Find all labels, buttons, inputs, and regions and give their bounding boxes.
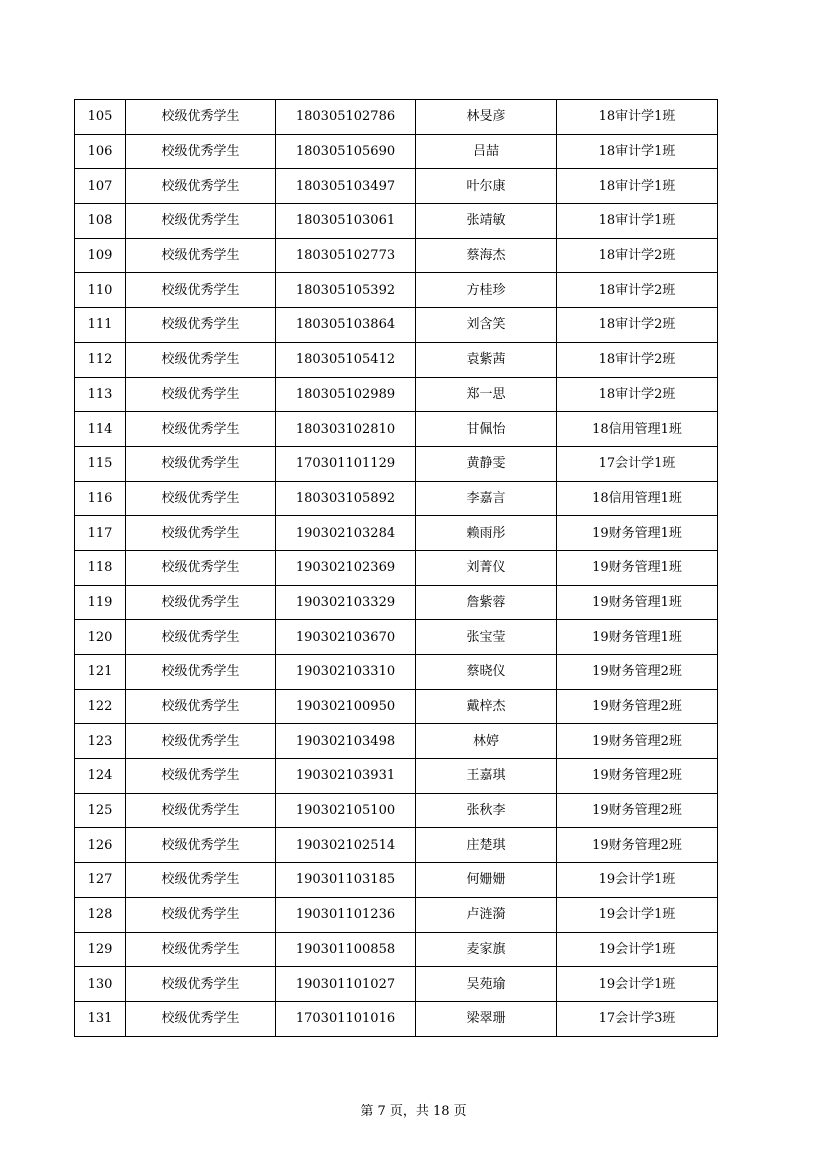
row-number-cell: 118	[75, 550, 126, 585]
table-row	[75, 550, 718, 585]
class-name-cell: 19会计学1班	[557, 897, 718, 932]
award-name-cell: 校级优秀学生	[126, 689, 276, 724]
class-name-cell: 19会计学1班	[557, 863, 718, 898]
class-name-cell: 19财务管理1班	[557, 550, 718, 585]
award-name-cell: 校级优秀学生	[126, 759, 276, 794]
student-name-cell: 刘菁仪	[416, 550, 557, 585]
award-name-cell: 校级优秀学生	[126, 863, 276, 898]
page-footer: 第 7 页，共 18 页	[360, 1104, 467, 1119]
class-name-cell: 19财务管理2班	[557, 759, 718, 794]
student-name-cell: 卢涟漪	[416, 897, 557, 932]
class-name-cell: 18信用管理1班	[557, 412, 718, 447]
row-number-cell: 120	[75, 620, 126, 655]
row-number-cell: 129	[75, 932, 126, 967]
student-id-cell: 180305102773	[276, 238, 416, 273]
class-name-cell: 19财务管理2班	[557, 689, 718, 724]
award-name-cell: 校级优秀学生	[126, 516, 276, 551]
row-number-cell: 106	[75, 134, 126, 169]
student-name-cell: 刘含笑	[416, 308, 557, 343]
student-name-cell: 梁翠珊	[416, 1001, 557, 1036]
table-row	[75, 481, 718, 516]
student-id-cell: 180305105412	[276, 342, 416, 377]
award-name-cell: 校级优秀学生	[126, 134, 276, 169]
row-number-cell: 131	[75, 1001, 126, 1036]
student-id-cell: 190302102369	[276, 550, 416, 585]
class-name-cell: 18审计学1班	[557, 134, 718, 169]
award-name-cell: 校级优秀学生	[126, 308, 276, 343]
award-name-cell: 校级优秀学生	[126, 655, 276, 690]
award-name-cell: 校级优秀学生	[126, 169, 276, 204]
student-id-cell: 190302102514	[276, 828, 416, 863]
student-name-cell: 郑一思	[416, 377, 557, 412]
student-id-cell: 190302103670	[276, 620, 416, 655]
table-row	[75, 828, 718, 863]
row-number-cell: 112	[75, 342, 126, 377]
table-row	[75, 967, 718, 1002]
class-name-cell: 17会计学1班	[557, 446, 718, 481]
award-name-cell: 校级优秀学生	[126, 550, 276, 585]
table-row	[75, 1001, 718, 1036]
award-name-cell: 校级优秀学生	[126, 238, 276, 273]
student-name-cell: 赖雨彤	[416, 516, 557, 551]
table-row	[75, 516, 718, 551]
row-number-cell: 115	[75, 446, 126, 481]
student-name-cell: 吴苑瑜	[416, 967, 557, 1002]
table-row	[75, 793, 718, 828]
row-number-cell: 121	[75, 655, 126, 690]
student-name-cell: 李嘉言	[416, 481, 557, 516]
table-row	[75, 655, 718, 690]
class-name-cell: 19财务管理1班	[557, 620, 718, 655]
student-id-cell: 180305102786	[276, 100, 416, 135]
table-row	[75, 863, 718, 898]
student-name-cell: 甘佩怡	[416, 412, 557, 447]
student-name-cell: 张秋李	[416, 793, 557, 828]
row-number-cell: 119	[75, 585, 126, 620]
table-row	[75, 169, 718, 204]
row-number-cell: 130	[75, 967, 126, 1002]
table-row	[75, 308, 718, 343]
award-name-cell: 校级优秀学生	[126, 897, 276, 932]
row-number-cell: 114	[75, 412, 126, 447]
row-number-cell: 128	[75, 897, 126, 932]
award-table-body	[75, 100, 718, 1037]
table-row	[75, 897, 718, 932]
student-name-cell: 方桂珍	[416, 273, 557, 308]
table-row	[75, 238, 718, 273]
student-name-cell: 吕喆	[416, 134, 557, 169]
award-table	[74, 99, 718, 1037]
student-id-cell: 180303105892	[276, 481, 416, 516]
student-id-cell: 190301101027	[276, 967, 416, 1002]
student-id-cell: 190302103310	[276, 655, 416, 690]
award-name-cell: 校级优秀学生	[126, 100, 276, 135]
class-name-cell: 18审计学1班	[557, 100, 718, 135]
award-name-cell: 校级优秀学生	[126, 585, 276, 620]
award-name-cell: 校级优秀学生	[126, 828, 276, 863]
student-id-cell: 190301100858	[276, 932, 416, 967]
award-name-cell: 校级优秀学生	[126, 377, 276, 412]
student-id-cell: 170301101129	[276, 446, 416, 481]
class-name-cell: 19财务管理1班	[557, 516, 718, 551]
award-name-cell: 校级优秀学生	[126, 620, 276, 655]
class-name-cell: 19财务管理2班	[557, 724, 718, 759]
class-name-cell: 19会计学1班	[557, 967, 718, 1002]
student-name-cell: 詹紫蓉	[416, 585, 557, 620]
table-row	[75, 134, 718, 169]
award-name-cell: 校级优秀学生	[126, 967, 276, 1002]
class-name-cell: 18审计学2班	[557, 273, 718, 308]
student-id-cell: 180305102989	[276, 377, 416, 412]
row-number-cell: 122	[75, 689, 126, 724]
table-row	[75, 932, 718, 967]
row-number-cell: 116	[75, 481, 126, 516]
class-name-cell: 17会计学3班	[557, 1001, 718, 1036]
row-number-cell: 110	[75, 273, 126, 308]
student-name-cell: 袁紫茜	[416, 342, 557, 377]
student-name-cell: 何姗姗	[416, 863, 557, 898]
student-name-cell: 林婷	[416, 724, 557, 759]
row-number-cell: 127	[75, 863, 126, 898]
award-name-cell: 校级优秀学生	[126, 342, 276, 377]
student-id-cell: 180305105392	[276, 273, 416, 308]
class-name-cell: 19财务管理2班	[557, 793, 718, 828]
student-name-cell: 林旻彦	[416, 100, 557, 135]
table-row	[75, 204, 718, 239]
table-row	[75, 377, 718, 412]
row-number-cell: 108	[75, 204, 126, 239]
award-name-cell: 校级优秀学生	[126, 793, 276, 828]
award-name-cell: 校级优秀学生	[126, 932, 276, 967]
table-row	[75, 585, 718, 620]
student-name-cell: 黄静雯	[416, 446, 557, 481]
student-id-cell: 190302103329	[276, 585, 416, 620]
row-number-cell: 117	[75, 516, 126, 551]
class-name-cell: 19会计学1班	[557, 932, 718, 967]
student-id-cell: 190302100950	[276, 689, 416, 724]
student-name-cell: 蔡晓仪	[416, 655, 557, 690]
row-number-cell: 111	[75, 308, 126, 343]
row-number-cell: 113	[75, 377, 126, 412]
row-number-cell: 124	[75, 759, 126, 794]
student-name-cell: 庄楚琪	[416, 828, 557, 863]
student-name-cell: 叶尔康	[416, 169, 557, 204]
row-number-cell: 123	[75, 724, 126, 759]
student-id-cell: 190302105100	[276, 793, 416, 828]
table-row	[75, 342, 718, 377]
table-row	[75, 724, 718, 759]
class-name-cell: 19财务管理2班	[557, 655, 718, 690]
student-id-cell: 190302103284	[276, 516, 416, 551]
class-name-cell: 19财务管理2班	[557, 828, 718, 863]
class-name-cell: 18审计学1班	[557, 169, 718, 204]
table-row	[75, 100, 718, 135]
student-name-cell: 麦家旗	[416, 932, 557, 967]
table-row	[75, 620, 718, 655]
student-id-cell: 190301103185	[276, 863, 416, 898]
student-id-cell: 180305103061	[276, 204, 416, 239]
class-name-cell: 18审计学2班	[557, 377, 718, 412]
student-name-cell: 王嘉琪	[416, 759, 557, 794]
award-name-cell: 校级优秀学生	[126, 481, 276, 516]
row-number-cell: 105	[75, 100, 126, 135]
row-number-cell: 126	[75, 828, 126, 863]
award-name-cell: 校级优秀学生	[126, 724, 276, 759]
row-number-cell: 109	[75, 238, 126, 273]
student-name-cell: 张靖敏	[416, 204, 557, 239]
table-row	[75, 689, 718, 724]
student-name-cell: 戴梓杰	[416, 689, 557, 724]
award-name-cell: 校级优秀学生	[126, 273, 276, 308]
student-id-cell: 180303102810	[276, 412, 416, 447]
table-row	[75, 759, 718, 794]
class-name-cell: 19财务管理1班	[557, 585, 718, 620]
student-id-cell: 180305103497	[276, 169, 416, 204]
class-name-cell: 18审计学2班	[557, 342, 718, 377]
award-name-cell: 校级优秀学生	[126, 446, 276, 481]
table-row	[75, 273, 718, 308]
student-id-cell: 190302103931	[276, 759, 416, 794]
student-id-cell: 180305105690	[276, 134, 416, 169]
student-name-cell: 张宝莹	[416, 620, 557, 655]
award-name-cell: 校级优秀学生	[126, 204, 276, 239]
student-id-cell: 190301101236	[276, 897, 416, 932]
student-id-cell: 180305103864	[276, 308, 416, 343]
class-name-cell: 18信用管理1班	[557, 481, 718, 516]
award-name-cell: 校级优秀学生	[126, 1001, 276, 1036]
row-number-cell: 125	[75, 793, 126, 828]
student-id-cell: 170301101016	[276, 1001, 416, 1036]
student-name-cell: 蔡海杰	[416, 238, 557, 273]
class-name-cell: 18审计学2班	[557, 308, 718, 343]
class-name-cell: 18审计学1班	[557, 204, 718, 239]
class-name-cell: 18审计学2班	[557, 238, 718, 273]
student-id-cell: 190302103498	[276, 724, 416, 759]
row-number-cell: 107	[75, 169, 126, 204]
table-row	[75, 446, 718, 481]
award-name-cell: 校级优秀学生	[126, 412, 276, 447]
table-row	[75, 412, 718, 447]
